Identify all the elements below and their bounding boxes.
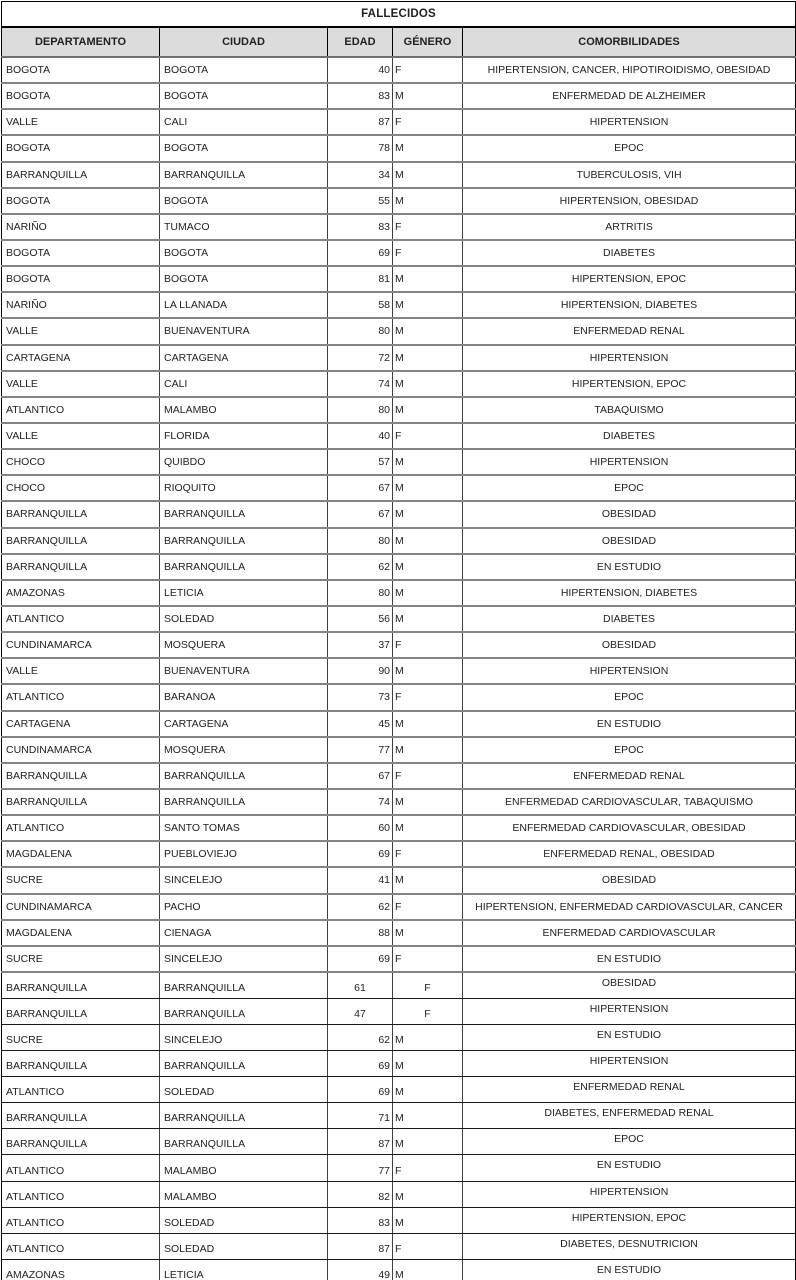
cell-comorbilidades: EN ESTUDIO	[463, 1155, 796, 1181]
cell-comorbilidades: ENFERMEDAD RENAL	[463, 318, 796, 344]
cell-comorbilidades: HIPERTENSION, DIABETES	[463, 292, 796, 318]
cell-edad: 67	[328, 763, 393, 789]
cell-departamento: ATLANTICO	[2, 606, 160, 632]
cell-comorbilidades: OBESIDAD	[463, 501, 796, 527]
cell-genero: F	[393, 684, 463, 710]
table-row	[2, 1207, 796, 1233]
cell-edad: 82	[328, 1181, 393, 1207]
cell-edad: 47	[328, 998, 393, 1024]
table-row	[2, 240, 796, 266]
cell-ciudad: BARRANQUILLA	[160, 763, 328, 789]
cell-comorbilidades: HIPERTENSION, EPOC	[463, 266, 796, 292]
cell-genero: M	[393, 135, 463, 161]
table-row	[2, 972, 796, 998]
cell-edad: 87	[328, 1233, 393, 1259]
cell-genero: M	[393, 658, 463, 684]
cell-comorbilidades: HIPERTENSION, ENFERMEDAD CARDIOVASCULAR, CANCER	[463, 894, 796, 920]
cell-comorbilidades: HIPERTENSION, OBESIDAD	[463, 188, 796, 214]
cell-genero: F	[393, 841, 463, 867]
cell-ciudad: MOSQUERA	[160, 632, 328, 658]
cell-departamento: CUNDINAMARCA	[2, 737, 160, 763]
cell-departamento: ATLANTICO	[2, 1233, 160, 1259]
column-header-departamento: DEPARTAMENTO	[2, 27, 160, 57]
cell-comorbilidades: DIABETES	[463, 606, 796, 632]
cell-genero: M	[393, 920, 463, 946]
cell-genero: F	[393, 632, 463, 658]
cell-ciudad: RIOQUITO	[160, 475, 328, 501]
cell-comorbilidades: ENFERMEDAD CARDIOVASCULAR, TABAQUISMO	[463, 789, 796, 815]
cell-departamento: BARRANQUILLA	[2, 1050, 160, 1076]
cell-ciudad: BARRANQUILLA	[160, 554, 328, 580]
cell-comorbilidades: HIPERTENSION	[463, 998, 796, 1024]
cell-comorbilidades: EPOC	[463, 1129, 796, 1155]
table-row	[2, 711, 796, 737]
cell-ciudad: QUIBDO	[160, 449, 328, 475]
cell-genero: M	[393, 1181, 463, 1207]
table-row	[2, 815, 796, 841]
cell-edad: 69	[328, 841, 393, 867]
cell-departamento: SUCRE	[2, 867, 160, 893]
cell-genero: M	[393, 188, 463, 214]
cell-comorbilidades: TUBERCULOSIS, VIH	[463, 162, 796, 188]
cell-departamento: BOGOTA	[2, 83, 160, 109]
cell-genero: F	[393, 1155, 463, 1181]
cell-ciudad: BUENAVENTURA	[160, 658, 328, 684]
cell-ciudad: BARRANQUILLA	[160, 972, 328, 998]
cell-genero: F	[393, 998, 463, 1024]
table-row	[2, 1129, 796, 1155]
cell-edad: 72	[328, 345, 393, 371]
cell-ciudad: BOGOTA	[160, 57, 328, 83]
cell-ciudad: FLORIDA	[160, 423, 328, 449]
table-row	[2, 1155, 796, 1181]
cell-genero: M	[393, 1207, 463, 1233]
cell-comorbilidades: DIABETES, DESNUTRICION	[463, 1233, 796, 1259]
cell-comorbilidades: HIPERTENSION, EPOC	[463, 371, 796, 397]
cell-departamento: BARRANQUILLA	[2, 789, 160, 815]
table-row	[2, 789, 796, 815]
cell-edad: 67	[328, 475, 393, 501]
cell-genero: M	[393, 449, 463, 475]
cell-departamento: VALLE	[2, 318, 160, 344]
cell-comorbilidades: EPOC	[463, 737, 796, 763]
cell-comorbilidades: HIPERTENSION	[463, 658, 796, 684]
column-header-edad: EDAD	[328, 27, 393, 57]
cell-departamento: BARRANQUILLA	[2, 1129, 160, 1155]
cell-ciudad: BOGOTA	[160, 135, 328, 161]
cell-genero: F	[393, 423, 463, 449]
cell-departamento: BARRANQUILLA	[2, 1103, 160, 1129]
cell-ciudad: CARTAGENA	[160, 345, 328, 371]
cell-departamento: CUNDINAMARCA	[2, 632, 160, 658]
cell-comorbilidades: HIPERTENSION	[463, 449, 796, 475]
table-row	[2, 946, 796, 972]
cell-edad: 87	[328, 109, 393, 135]
cell-edad: 60	[328, 815, 393, 841]
table-row	[2, 292, 796, 318]
table-row	[2, 449, 796, 475]
cell-comorbilidades: EN ESTUDIO	[463, 1024, 796, 1050]
column-header-genero: GÉNERO	[393, 27, 463, 57]
table-body	[2, 57, 796, 1280]
cell-genero: M	[393, 1050, 463, 1076]
table-row	[2, 57, 796, 83]
table-row	[2, 920, 796, 946]
fallecidos-table	[1, 1, 796, 1280]
table-row	[2, 371, 796, 397]
cell-departamento: BARRANQUILLA	[2, 528, 160, 554]
cell-departamento: ATLANTICO	[2, 1181, 160, 1207]
cell-departamento: CHOCO	[2, 475, 160, 501]
table-row	[2, 1233, 796, 1259]
cell-ciudad: SINCELEJO	[160, 1024, 328, 1050]
cell-ciudad: BARRANQUILLA	[160, 501, 328, 527]
cell-edad: 80	[328, 528, 393, 554]
cell-genero: M	[393, 606, 463, 632]
table-row	[2, 475, 796, 501]
cell-edad: 57	[328, 449, 393, 475]
table-header-row	[2, 27, 796, 57]
cell-ciudad: SANTO TOMAS	[160, 815, 328, 841]
cell-edad: 87	[328, 1129, 393, 1155]
cell-departamento: MAGDALENA	[2, 920, 160, 946]
cell-comorbilidades: EN ESTUDIO	[463, 711, 796, 737]
cell-edad: 62	[328, 894, 393, 920]
cell-genero: M	[393, 1129, 463, 1155]
cell-departamento: MAGDALENA	[2, 841, 160, 867]
cell-genero: F	[393, 214, 463, 240]
cell-edad: 73	[328, 684, 393, 710]
cell-departamento: BARRANQUILLA	[2, 501, 160, 527]
cell-departamento: VALLE	[2, 109, 160, 135]
cell-comorbilidades: OBESIDAD	[463, 972, 796, 998]
cell-edad: 69	[328, 240, 393, 266]
cell-ciudad: MOSQUERA	[160, 737, 328, 763]
cell-edad: 37	[328, 632, 393, 658]
cell-ciudad: SOLEDAD	[160, 1207, 328, 1233]
cell-comorbilidades: OBESIDAD	[463, 528, 796, 554]
cell-ciudad: BOGOTA	[160, 240, 328, 266]
table-row	[2, 606, 796, 632]
cell-comorbilidades: EPOC	[463, 135, 796, 161]
cell-edad: 45	[328, 711, 393, 737]
table-row	[2, 83, 796, 109]
cell-departamento: BARRANQUILLA	[2, 972, 160, 998]
cell-edad: 61	[328, 972, 393, 998]
cell-edad: 40	[328, 423, 393, 449]
cell-ciudad: MALAMBO	[160, 1155, 328, 1181]
table-row	[2, 135, 796, 161]
cell-ciudad: PUEBLOVIEJO	[160, 841, 328, 867]
cell-genero: M	[393, 789, 463, 815]
cell-departamento: BARRANQUILLA	[2, 763, 160, 789]
cell-edad: 55	[328, 188, 393, 214]
cell-edad: 34	[328, 162, 393, 188]
cell-departamento: VALLE	[2, 371, 160, 397]
cell-edad: 77	[328, 1155, 393, 1181]
table-row	[2, 214, 796, 240]
table-row	[2, 763, 796, 789]
cell-departamento: NARIÑO	[2, 214, 160, 240]
table-title: FALLECIDOS	[2, 2, 796, 28]
cell-genero: F	[393, 109, 463, 135]
cell-genero: M	[393, 1024, 463, 1050]
cell-departamento: ATLANTICO	[2, 684, 160, 710]
cell-ciudad: BARRANQUILLA	[160, 1129, 328, 1155]
cell-ciudad: SOLEDAD	[160, 1233, 328, 1259]
cell-ciudad: LETICIA	[160, 580, 328, 606]
cell-edad: 88	[328, 920, 393, 946]
cell-genero: M	[393, 292, 463, 318]
table-row	[2, 423, 796, 449]
table-row	[2, 1259, 796, 1280]
cell-departamento: BARRANQUILLA	[2, 998, 160, 1024]
cell-genero: M	[393, 580, 463, 606]
cell-departamento: ATLANTICO	[2, 1076, 160, 1102]
cell-genero: F	[393, 1233, 463, 1259]
table-row	[2, 188, 796, 214]
cell-comorbilidades: ENFERMEDAD RENAL, OBESIDAD	[463, 841, 796, 867]
title-row	[2, 2, 796, 28]
cell-departamento: CARTAGENA	[2, 711, 160, 737]
cell-comorbilidades: ENFERMEDAD DE ALZHEIMER	[463, 83, 796, 109]
cell-comorbilidades: ENFERMEDAD CARDIOVASCULAR	[463, 920, 796, 946]
cell-ciudad: BOGOTA	[160, 83, 328, 109]
cell-edad: 80	[328, 397, 393, 423]
cell-genero: F	[393, 894, 463, 920]
cell-genero: F	[393, 972, 463, 998]
cell-ciudad: BUENAVENTURA	[160, 318, 328, 344]
cell-departamento: ATLANTICO	[2, 815, 160, 841]
cell-comorbilidades: HIPERTENSION	[463, 345, 796, 371]
cell-comorbilidades: HIPERTENSION, EPOC	[463, 1207, 796, 1233]
cell-genero: M	[393, 371, 463, 397]
cell-departamento: BOGOTA	[2, 266, 160, 292]
cell-comorbilidades: EPOC	[463, 475, 796, 501]
cell-edad: 62	[328, 554, 393, 580]
table-row	[2, 1024, 796, 1050]
cell-comorbilidades: DIABETES	[463, 240, 796, 266]
cell-ciudad: CIENAGA	[160, 920, 328, 946]
cell-comorbilidades: EN ESTUDIO	[463, 946, 796, 972]
cell-comorbilidades: EN ESTUDIO	[463, 554, 796, 580]
cell-genero: M	[393, 83, 463, 109]
cell-genero: M	[393, 528, 463, 554]
cell-edad: 58	[328, 292, 393, 318]
table-row	[2, 266, 796, 292]
cell-departamento: CHOCO	[2, 449, 160, 475]
cell-departamento: ATLANTICO	[2, 1207, 160, 1233]
cell-ciudad: BARRANQUILLA	[160, 162, 328, 188]
cell-ciudad: SINCELEJO	[160, 867, 328, 893]
cell-ciudad: CALI	[160, 371, 328, 397]
cell-ciudad: CARTAGENA	[160, 711, 328, 737]
cell-comorbilidades: EN ESTUDIO	[463, 1259, 796, 1280]
cell-edad: 83	[328, 214, 393, 240]
table-row	[2, 998, 796, 1024]
cell-ciudad: BOGOTA	[160, 266, 328, 292]
cell-departamento: AMAZONAS	[2, 1259, 160, 1280]
table-row	[2, 345, 796, 371]
cell-genero: M	[393, 1259, 463, 1280]
cell-edad: 62	[328, 1024, 393, 1050]
cell-edad: 83	[328, 83, 393, 109]
table-row	[2, 658, 796, 684]
cell-genero: F	[393, 946, 463, 972]
cell-genero: M	[393, 162, 463, 188]
cell-comorbilidades: ARTRITIS	[463, 214, 796, 240]
cell-comorbilidades: OBESIDAD	[463, 632, 796, 658]
cell-ciudad: BOGOTA	[160, 188, 328, 214]
cell-genero: M	[393, 501, 463, 527]
cell-edad: 83	[328, 1207, 393, 1233]
cell-edad: 69	[328, 946, 393, 972]
cell-comorbilidades: TABAQUISMO	[463, 397, 796, 423]
column-header-comorbilidades: COMORBILIDADES	[463, 27, 796, 57]
table-row	[2, 1050, 796, 1076]
cell-departamento: VALLE	[2, 423, 160, 449]
table-row	[2, 841, 796, 867]
cell-genero: M	[393, 737, 463, 763]
cell-comorbilidades: ENFERMEDAD CARDIOVASCULAR, OBESIDAD	[463, 815, 796, 841]
table-row	[2, 397, 796, 423]
cell-ciudad: SINCELEJO	[160, 946, 328, 972]
cell-departamento: ATLANTICO	[2, 1155, 160, 1181]
table-row	[2, 632, 796, 658]
cell-comorbilidades: HIPERTENSION	[463, 109, 796, 135]
cell-departamento: BOGOTA	[2, 57, 160, 83]
cell-ciudad: BARRANQUILLA	[160, 789, 328, 815]
cell-edad: 41	[328, 867, 393, 893]
cell-edad: 80	[328, 580, 393, 606]
cell-edad: 78	[328, 135, 393, 161]
cell-ciudad: CALI	[160, 109, 328, 135]
table-row	[2, 737, 796, 763]
cell-comorbilidades: ENFERMEDAD RENAL	[463, 1076, 796, 1102]
column-header-ciudad: CIUDAD	[160, 27, 328, 57]
cell-genero: M	[393, 711, 463, 737]
table-row	[2, 554, 796, 580]
cell-edad: 80	[328, 318, 393, 344]
cell-ciudad: BARANOA	[160, 684, 328, 710]
cell-ciudad: TUMACO	[160, 214, 328, 240]
cell-ciudad: BARRANQUILLA	[160, 1050, 328, 1076]
cell-comorbilidades: HIPERTENSION	[463, 1050, 796, 1076]
cell-ciudad: PACHO	[160, 894, 328, 920]
table-row	[2, 894, 796, 920]
cell-genero: F	[393, 240, 463, 266]
cell-departamento: ATLANTICO	[2, 397, 160, 423]
cell-ciudad: SOLEDAD	[160, 606, 328, 632]
cell-edad: 71	[328, 1103, 393, 1129]
cell-comorbilidades: EPOC	[463, 684, 796, 710]
cell-edad: 81	[328, 266, 393, 292]
cell-ciudad: BARRANQUILLA	[160, 528, 328, 554]
cell-edad: 77	[328, 737, 393, 763]
cell-ciudad: BARRANQUILLA	[160, 1103, 328, 1129]
cell-departamento: SUCRE	[2, 946, 160, 972]
cell-edad: 74	[328, 371, 393, 397]
table-row	[2, 109, 796, 135]
cell-departamento: BARRANQUILLA	[2, 554, 160, 580]
cell-departamento: VALLE	[2, 658, 160, 684]
cell-edad: 40	[328, 57, 393, 83]
cell-comorbilidades: DIABETES	[463, 423, 796, 449]
cell-genero: M	[393, 815, 463, 841]
cell-genero: M	[393, 266, 463, 292]
table-row	[2, 684, 796, 710]
cell-comorbilidades: OBESIDAD	[463, 867, 796, 893]
cell-departamento: SUCRE	[2, 1024, 160, 1050]
table-row	[2, 867, 796, 893]
cell-comorbilidades: ENFERMEDAD RENAL	[463, 763, 796, 789]
cell-genero: F	[393, 763, 463, 789]
cell-genero: M	[393, 867, 463, 893]
cell-departamento: NARIÑO	[2, 292, 160, 318]
table-row	[2, 318, 796, 344]
table-row	[2, 501, 796, 527]
cell-edad: 69	[328, 1076, 393, 1102]
cell-genero: M	[393, 475, 463, 501]
cell-departamento: BARRANQUILLA	[2, 162, 160, 188]
cell-genero: M	[393, 318, 463, 344]
table-row	[2, 162, 796, 188]
cell-comorbilidades: DIABETES, ENFERMEDAD RENAL	[463, 1103, 796, 1129]
cell-comorbilidades: HIPERTENSION, DIABETES	[463, 580, 796, 606]
cell-genero: F	[393, 57, 463, 83]
cell-genero: M	[393, 554, 463, 580]
table-row	[2, 1076, 796, 1102]
cell-genero: M	[393, 397, 463, 423]
cell-ciudad: SOLEDAD	[160, 1076, 328, 1102]
cell-ciudad: MALAMBO	[160, 1181, 328, 1207]
cell-edad: 74	[328, 789, 393, 815]
table-row	[2, 528, 796, 554]
cell-ciudad: LA LLANADA	[160, 292, 328, 318]
cell-ciudad: LETICIA	[160, 1259, 328, 1280]
cell-genero: M	[393, 345, 463, 371]
cell-edad: 90	[328, 658, 393, 684]
cell-departamento: BOGOTA	[2, 135, 160, 161]
cell-genero: M	[393, 1103, 463, 1129]
table-row	[2, 1103, 796, 1129]
cell-comorbilidades: HIPERTENSION	[463, 1181, 796, 1207]
cell-comorbilidades: HIPERTENSION, CANCER, HIPOTIROIDISMO, OBESIDAD	[463, 57, 796, 83]
cell-genero: M	[393, 1076, 463, 1102]
cell-ciudad: MALAMBO	[160, 397, 328, 423]
cell-edad: 49	[328, 1259, 393, 1280]
table-row	[2, 1181, 796, 1207]
cell-edad: 56	[328, 606, 393, 632]
cell-departamento: AMAZONAS	[2, 580, 160, 606]
table-row	[2, 580, 796, 606]
cell-edad: 67	[328, 501, 393, 527]
cell-ciudad: BARRANQUILLA	[160, 998, 328, 1024]
cell-departamento: CUNDINAMARCA	[2, 894, 160, 920]
cell-departamento: CARTAGENA	[2, 345, 160, 371]
cell-departamento: BOGOTA	[2, 240, 160, 266]
cell-departamento: BOGOTA	[2, 188, 160, 214]
cell-edad: 69	[328, 1050, 393, 1076]
